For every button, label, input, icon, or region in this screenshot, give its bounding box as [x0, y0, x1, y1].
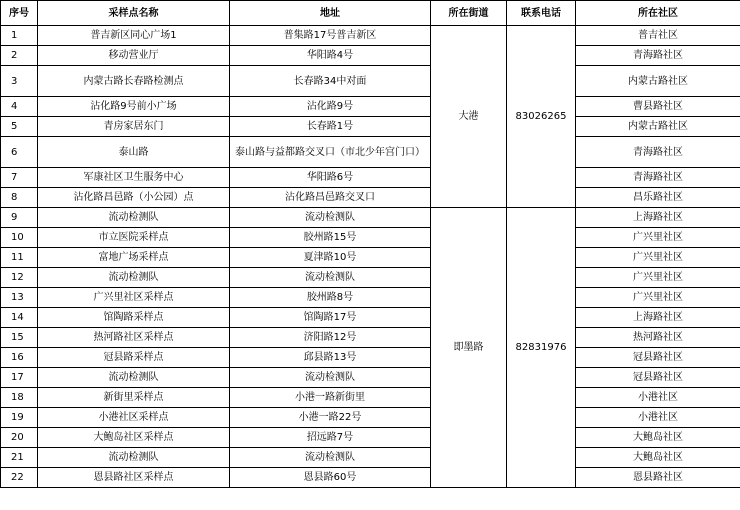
row-community: 大鲍岛社区: [576, 428, 740, 448]
table-row: [1, 188, 740, 208]
row-site: 热河路社区采样点: [38, 328, 230, 348]
row-community: 小港社区: [576, 408, 740, 428]
row-no: 17: [1, 368, 38, 388]
row-no: 14: [1, 308, 38, 328]
row-no: 18: [1, 388, 38, 408]
row-site: 流动检测队: [38, 448, 230, 468]
phone-cell: 83026265: [507, 26, 576, 208]
row-site: 流动检测队: [38, 208, 230, 228]
row-community: 曹县路社区: [576, 97, 740, 117]
row-no: 13: [1, 288, 38, 308]
row-community: 恩县路社区: [576, 468, 740, 488]
row-community: 冠县路社区: [576, 348, 740, 368]
row-no: 9: [1, 208, 38, 228]
row-address: 长春路34中对面: [230, 66, 431, 97]
phone-cell: 82831976: [507, 208, 576, 488]
header-community: 所在社区: [576, 1, 740, 26]
row-address: 流动检测队: [230, 448, 431, 468]
row-site: 大鲍岛社区采样点: [38, 428, 230, 448]
row-address: 馆陶路17号: [230, 308, 431, 328]
row-no: 21: [1, 448, 38, 468]
table-row: [1, 348, 740, 368]
table-row: [1, 468, 740, 488]
row-site: 市立医院采样点: [38, 228, 230, 248]
table-row: [1, 97, 740, 117]
row-no: 15: [1, 328, 38, 348]
row-address: 流动检测队: [230, 368, 431, 388]
row-address: 华阳路6号: [230, 168, 431, 188]
row-no: 2: [1, 46, 38, 66]
table-row: [1, 228, 740, 248]
row-site: 新街里采样点: [38, 388, 230, 408]
row-community: 大鲍岛社区: [576, 448, 740, 468]
row-no: 10: [1, 228, 38, 248]
row-community: 上海路社区: [576, 208, 740, 228]
row-community: 内蒙古路社区: [576, 66, 740, 97]
header-no: 序号: [1, 1, 38, 26]
row-site: 沾化路昌邑路（小公园）点: [38, 188, 230, 208]
row-site: 富地广场采样点: [38, 248, 230, 268]
table-row: [1, 208, 740, 228]
row-site: 流动检测队: [38, 368, 230, 388]
header-row: [1, 1, 740, 26]
table-row: [1, 46, 740, 66]
row-no: 4: [1, 97, 38, 117]
row-community: 上海路社区: [576, 308, 740, 328]
street-cell: 即墨路: [431, 208, 507, 488]
row-site: 泰山路: [38, 137, 230, 168]
row-no: 19: [1, 408, 38, 428]
row-community: 昌乐路社区: [576, 188, 740, 208]
table-row: [1, 168, 740, 188]
row-site: 军康社区卫生服务中心: [38, 168, 230, 188]
row-community: 青海路社区: [576, 46, 740, 66]
header-phone: 联系电话: [507, 1, 576, 26]
table-row: [1, 26, 740, 46]
row-community: 冠县路社区: [576, 368, 740, 388]
row-community: 普吉社区: [576, 26, 740, 46]
table-row: [1, 248, 740, 268]
row-site: 普吉新区同心广场1: [38, 26, 230, 46]
row-address: 流动检测队: [230, 208, 431, 228]
row-community: 内蒙古路社区: [576, 117, 740, 137]
row-address: 沾化路昌邑路交叉口: [230, 188, 431, 208]
header-address: 地址: [230, 1, 431, 26]
row-no: 22: [1, 468, 38, 488]
table-row: [1, 408, 740, 428]
table-row: [1, 117, 740, 137]
table-row: [1, 388, 740, 408]
row-address: 流动检测队: [230, 268, 431, 288]
row-no: 12: [1, 268, 38, 288]
row-no: 6: [1, 137, 38, 168]
table-row: [1, 137, 740, 168]
row-community: 青海路社区: [576, 168, 740, 188]
row-site: 广兴里社区采样点: [38, 288, 230, 308]
row-no: 1: [1, 26, 38, 46]
row-site: 冠县路采样点: [38, 348, 230, 368]
row-community: 热河路社区: [576, 328, 740, 348]
street-cell: 大港: [431, 26, 507, 208]
row-community: 广兴里社区: [576, 228, 740, 248]
row-site: 馆陶路采样点: [38, 308, 230, 328]
row-address: 夏津路10号: [230, 248, 431, 268]
header-street: 所在街道: [431, 1, 507, 26]
row-community: 广兴里社区: [576, 268, 740, 288]
row-community: 广兴里社区: [576, 288, 740, 308]
table-row: [1, 428, 740, 448]
row-no: 8: [1, 188, 38, 208]
row-no: 7: [1, 168, 38, 188]
table-row: [1, 368, 740, 388]
row-site: 流动检测队: [38, 268, 230, 288]
row-site: 小港社区采样点: [38, 408, 230, 428]
table-row: [1, 448, 740, 468]
table-row: [1, 66, 740, 97]
row-site: 恩县路社区采样点: [38, 468, 230, 488]
row-site: 内蒙古路长春路检测点: [38, 66, 230, 97]
row-address: 长春路1号: [230, 117, 431, 137]
row-address: 小港一路22号: [230, 408, 431, 428]
row-community: 小港社区: [576, 388, 740, 408]
row-address: 华阳路4号: [230, 46, 431, 66]
row-site: 移动营业厅: [38, 46, 230, 66]
table-row: [1, 308, 740, 328]
row-site: 沾化路9号前小广场: [38, 97, 230, 117]
row-address: 胶州路8号: [230, 288, 431, 308]
header-site: 采样点名称: [38, 1, 230, 26]
row-address: 济阳路12号: [230, 328, 431, 348]
table-row: [1, 288, 740, 308]
row-address: 邱县路13号: [230, 348, 431, 368]
row-address: 恩县路60号: [230, 468, 431, 488]
row-address: 沾化路9号: [230, 97, 431, 117]
row-community: 广兴里社区: [576, 248, 740, 268]
row-address: 普集路17号普吉新区: [230, 26, 431, 46]
table-row: [1, 268, 740, 288]
row-address: 泰山路与益都路交叉口（市北少年宫门口）: [230, 137, 431, 168]
row-address: 招远路7号: [230, 428, 431, 448]
row-site: 青房家居东门: [38, 117, 230, 137]
row-address: 小港一路新街里: [230, 388, 431, 408]
row-no: 16: [1, 348, 38, 368]
row-no: 11: [1, 248, 38, 268]
table-row: [1, 328, 740, 348]
row-no: 20: [1, 428, 38, 448]
row-address: 胶州路15号: [230, 228, 431, 248]
row-community: 青海路社区: [576, 137, 740, 168]
row-no: 5: [1, 117, 38, 137]
row-no: 3: [1, 66, 38, 97]
